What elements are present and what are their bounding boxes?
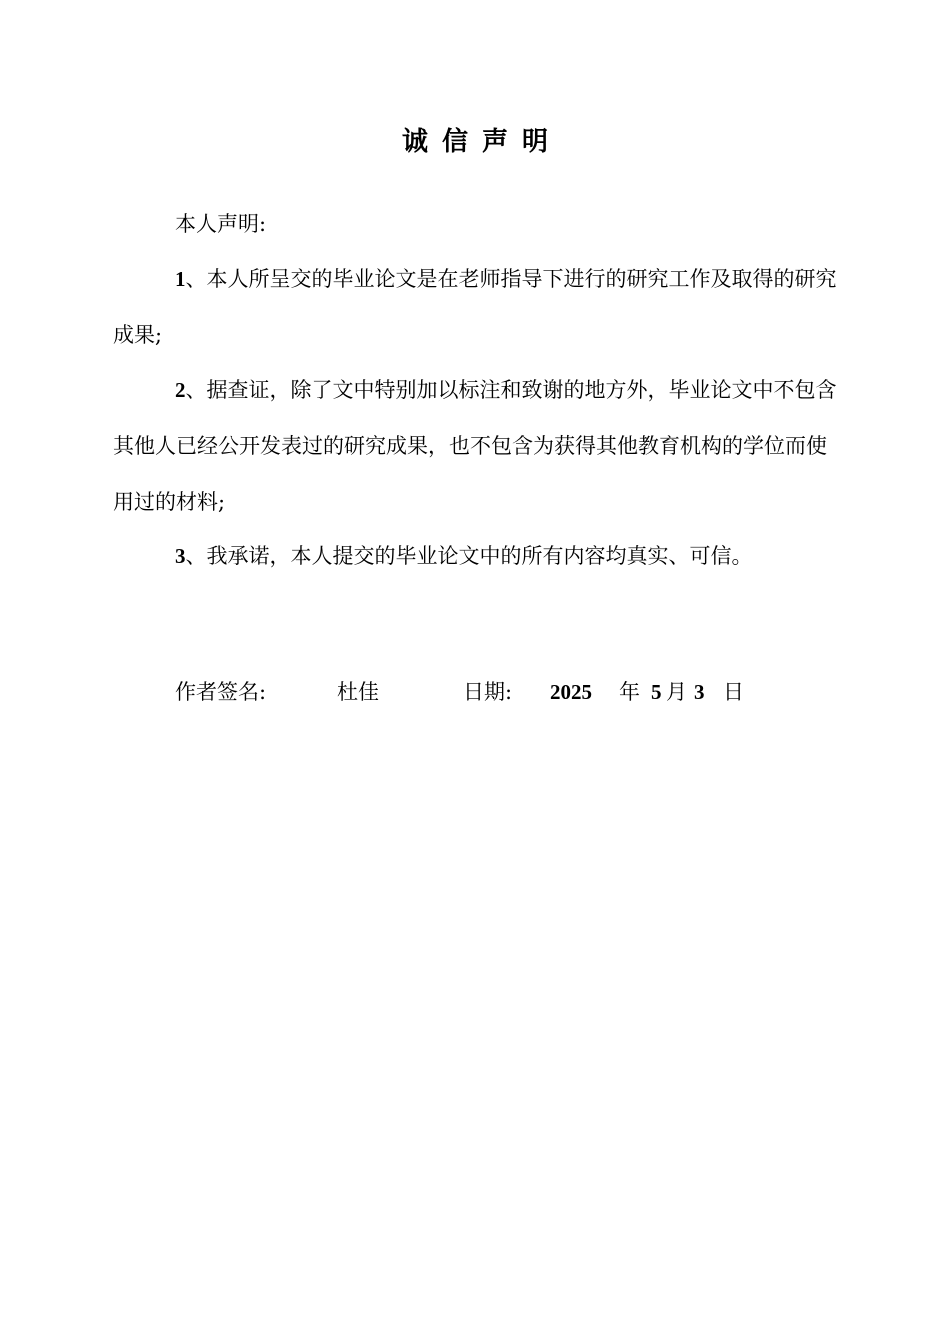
item-text: 、我承诺，本人提交的毕业论文中的所有内容均真实、可信。 bbox=[185, 544, 753, 568]
item-number: 3 bbox=[175, 544, 186, 568]
date-month: 5 bbox=[651, 680, 662, 704]
item-text: 、据查证，除了文中特别加以标注和致谢的地方外，毕业论文中不包含其他人已经公开发表过的研究成果，也不包含为获得其他教育机构的学位而使用过的材料; bbox=[113, 378, 837, 514]
date-year-unit: 年 bbox=[619, 680, 640, 704]
date-month-unit: 月 bbox=[666, 680, 687, 704]
item-number: 2 bbox=[175, 378, 186, 402]
page-title: 诚信声明 bbox=[401, 127, 562, 157]
date-day-unit: 日 bbox=[723, 680, 744, 704]
item-number: 1 bbox=[175, 267, 186, 291]
declaration-item-2 bbox=[113, 362, 837, 530]
date-label: 日期: bbox=[463, 680, 513, 704]
date-year: 2025 bbox=[550, 680, 592, 704]
signature-label: 作者签名: bbox=[175, 680, 267, 704]
declaration-item-3 bbox=[113, 528, 837, 584]
signature-name: 杜佳 bbox=[337, 680, 379, 704]
declaration-item-1 bbox=[113, 251, 837, 363]
declaration-intro: 本人声明: bbox=[175, 212, 267, 236]
item-text: 、本人所呈交的毕业论文是在老师指导下进行的研究工作及取得的研究成果; bbox=[113, 267, 837, 347]
date-day: 3 bbox=[694, 680, 705, 704]
